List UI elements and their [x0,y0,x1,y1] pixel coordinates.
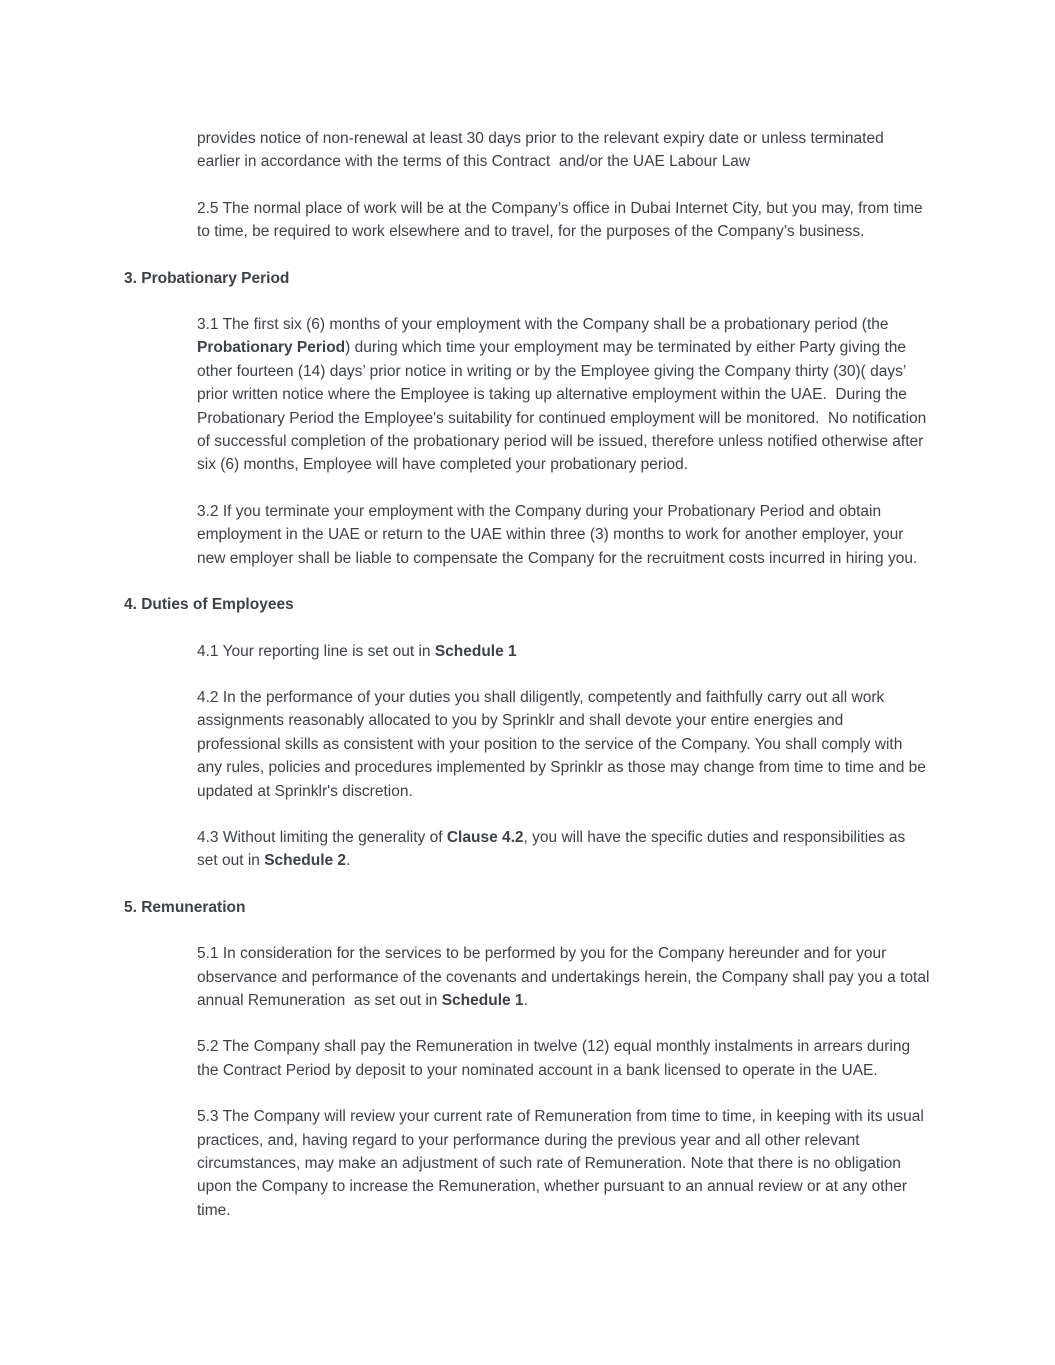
text-run: 3.1 The first six (6) months of your employment with the Company shall be a probationary period (the [197,316,893,334]
text-run: 5.3 The Company will review your current rate of Remuneration from time to time, in keeping with its usual practices, and, having regard to your performance during the previous year and all other relevant circumstances, may make an adjustment of such rate of Remuneration. Note that there is no obligation upon the Company to increase the Remuneration, whether pursuant to an annual review or at any other time. [197,1108,929,1219]
bold-text-run: Schedule 2 [264,852,347,870]
bold-text-run: Schedule 1 [434,642,517,660]
clause-5-1 [197,942,934,1012]
bold-text-run: 5. Remuneration [124,898,246,916]
clause-2-4-continuation [197,127,930,174]
text-run: 5.2 The Company shall pay the Remuneration in twelve (12) equal monthly instalments in arrears during the Contract Period by deposit to your nominated account in a bank licensed to operate in the UAE. [197,1038,915,1079]
clause-3-2 [197,500,930,570]
heading-remuneration [124,896,930,919]
bold-text-run: Probationary Period [197,339,346,357]
text-run: . [346,852,351,870]
clause-4-3 [197,826,930,873]
text-run: 4.3 Without limiting the generality of [197,828,447,846]
clause-4-1 [197,640,930,663]
bold-text-run: Schedule 1 [441,991,524,1009]
text-run: 5.1 In consideration for the services to be performed by you for the Company hereunder and for your observance and performance of the covenants and undertakings herein, the Company shall pay you a total annual Remuneration as set out in [197,945,934,1009]
heading-probationary-period [124,267,930,290]
text-run: provides notice of non-renewal at least 30 days prior to the relevant expiry date or unless terminated earlier in accordance with the terms of this Contract and/or the UAE Labour Law [197,130,888,171]
heading-duties-of-employees [124,593,930,616]
text-run: 3.2 If you terminate your employment with the Company during your Probationary Period and obtain employment in the UAE or return to the UAE within three (3) months to work for another employer, your new employer shall be liable to compensate the Company for the recruitment costs incurred in hiring you. [197,502,918,567]
bold-text-run: Clause 4.2 [446,828,524,846]
text-run: . [523,991,528,1009]
clause-4-2 [197,686,930,803]
text-run: 2.5 The normal place of work will be at the Company’s office in Dubai Internet City, but you may, from time to time, be required to work elsewhere and to travel, for the purposes of the Company’s business. [197,199,927,241]
text-run: ) during which time your employment may be terminated by either Party giving the other fourteen (14) days’ prior notice in writing or by the Employee giving the Company thirty (30)( days’ prior written notice where the Employee is taking up alternative employment within the UAE. During the Probationary Period the Employee's suitability for continued employment will be monitored. No notification of successful completion of the probationary period will be issued, therefore unless notified otherwise after six (6) months, Employee will have completed your probationary period. [197,339,931,474]
text-run: 4.1 Your reporting line is set out in [197,642,435,660]
bold-text-run: 4. Duties of Employees [124,596,294,614]
text-run: , you will have the specific duties and responsibilities as set out in [197,828,910,870]
clause-3-1 [197,313,930,477]
clause-2-5 [197,197,930,244]
bold-text-run: 3. Probationary Period [124,269,290,287]
text-run: 4.2 In the performance of your duties you shall diligently, competently and faithfully carry out all work assignments reasonably allocated to you by Sprinklr and shall devote your entire energies and professional skills as consistent with your position to the service of the Company. You shall comply with any rules, policies and procedures implemented by Sprinklr as those may change from time to time and be updated at Sprinklr's discretion. [197,688,931,800]
clause-5-3 [197,1105,930,1222]
clause-5-2 [197,1035,930,1082]
